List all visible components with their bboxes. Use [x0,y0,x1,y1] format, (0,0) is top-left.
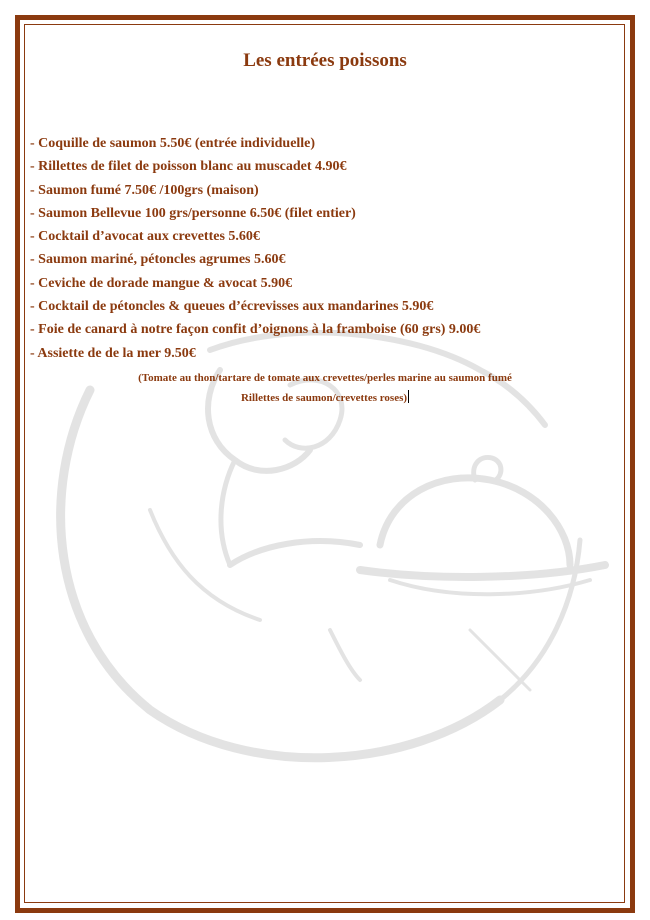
menu-item: - Cocktail de pétoncles & queues d’écrevisses aux mandarines 5.90€ [30,299,434,315]
menu-items-list [30,132,630,365]
menu-item: - Ceviche de dorade mangue & avocat 5.90€ [30,275,293,291]
menu-item: - Saumon fumé 7.50€ /100grs (maison) [30,182,259,198]
assiette-detail-text: Rillettes de saumon/crevettes roses) [240,392,408,404]
menu-item: - Cocktail d’avocat aux crevettes 5.60€ [30,229,260,245]
assiette-detail-line: (Tomate au thon/tartare de tomate aux crevettes/perles marine au saumon fumé [138,372,512,384]
menu-item: - Saumon Bellevue 100 grs/personne 6.50€ (filet entier) [30,205,356,221]
menu-item: - Saumon mariné, pétoncles agrumes 5.60€ [30,252,286,268]
assiette-details [0,368,650,408]
menu-item: - Rillettes de filet de poisson blanc au muscadet 4.90€ [30,159,347,175]
page-title: Les entrées poissons [243,50,407,71]
menu-item: - Assiette de de la mer 9.50€ [30,345,196,361]
assiette-detail-line-2[interactable] [0,388,650,408]
text-cursor [408,390,409,403]
menu-item: - Foie de canard à notre façon confit d’oignons à la framboise (60 grs) 9.00€ [30,322,481,338]
menu-item: - Coquille de saumon 5.50€ (entrée individuelle) [30,136,316,151]
